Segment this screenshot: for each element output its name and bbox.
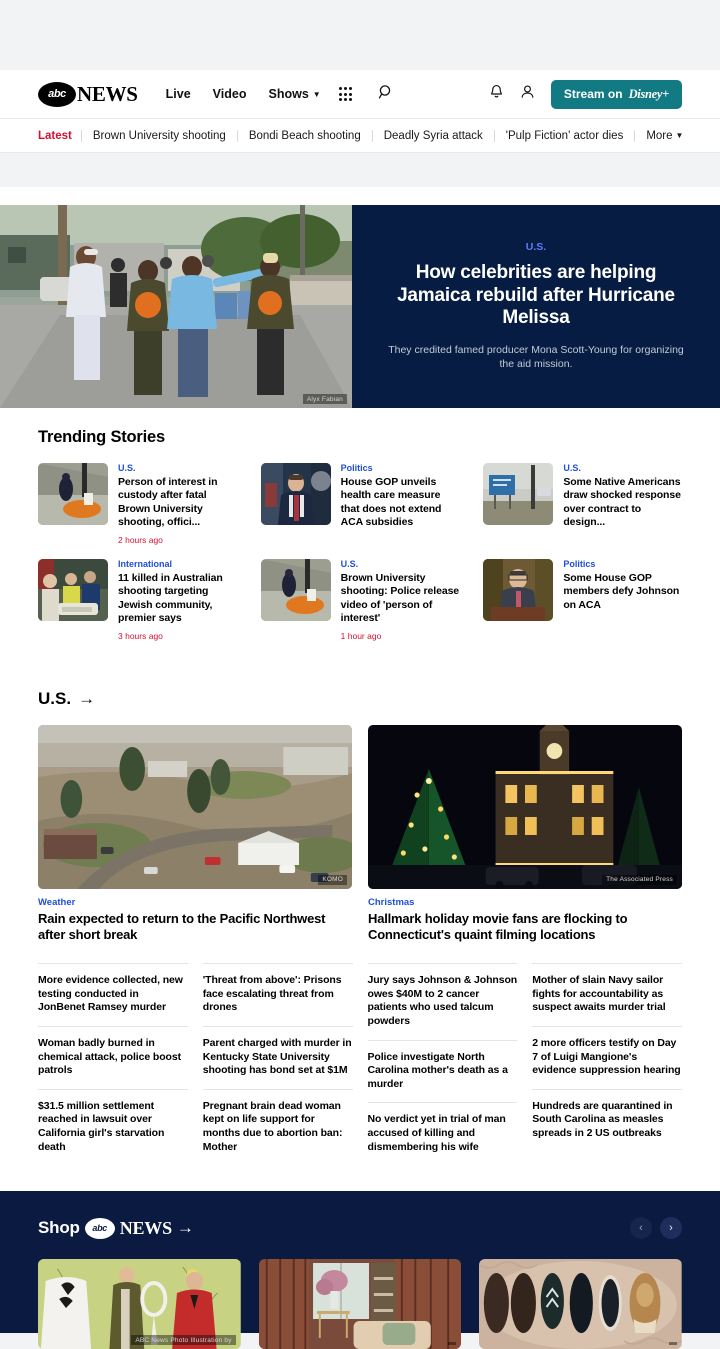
us-feature-image	[368, 725, 682, 889]
nav-label-shows: Shows	[268, 87, 309, 101]
shop-product-row	[38, 1259, 682, 1349]
latest-more-button[interactable]	[634, 130, 683, 142]
trending-thumbnail	[261, 559, 331, 621]
trending-card-body	[341, 463, 460, 545]
trending-card-5[interactable]	[483, 559, 682, 641]
headline-link[interactable]: $31.5 million settlement reached in lawsuit over California girl's starvation death	[38, 1089, 188, 1166]
trending-eyebrow: U.S.	[563, 463, 581, 473]
stream-label: Stream on	[563, 87, 623, 101]
shop-product-card-0[interactable]	[38, 1259, 241, 1349]
trending-card-body	[118, 559, 237, 641]
disney-plus-logo: Disney+	[628, 86, 669, 101]
headline-link[interactable]: 2 more officers testify on Day 7 of Luigi Mangione's evidence suppression hearing	[532, 1026, 682, 1089]
shop-word: Shop	[38, 1218, 80, 1238]
hero-eyebrow[interactable]: U.S.	[525, 241, 547, 254]
nav-label-live: Live	[165, 87, 191, 101]
headline-column-3	[532, 963, 682, 1165]
us-headline-grid	[38, 963, 682, 1165]
trending-thumbnail	[38, 559, 108, 621]
carousel-next-button[interactable]: ›	[660, 1217, 682, 1239]
shop-product-card-2[interactable]	[479, 1259, 682, 1349]
trending-eyebrow: International	[118, 558, 173, 569]
trending-card-body	[118, 463, 237, 545]
chevron-down-icon: ▼	[312, 89, 321, 99]
shop-title-link[interactable]	[38, 1218, 194, 1239]
trending-card-body	[563, 463, 682, 545]
trending-timestamp: 1 hour ago	[340, 630, 382, 641]
abc-logo-icon	[85, 1218, 115, 1239]
nav-item-shows[interactable]	[268, 87, 320, 101]
shop-abc-news-section	[0, 1191, 720, 1344]
nav-item-live[interactable]	[166, 87, 191, 101]
apps-grid-icon[interactable]	[339, 87, 352, 100]
shop-carousel-controls	[630, 1217, 682, 1239]
main-navigation	[166, 87, 321, 101]
arrow-right-icon: →	[176, 1218, 194, 1238]
trending-title[interactable]: Some House GOP members defy Johnson on ACA	[563, 571, 680, 611]
latest-tag: Latest	[38, 129, 72, 142]
trending-title[interactable]: Some Native Americans draw shocked response over contract to design...	[563, 476, 681, 529]
hero-subheadline: They credited famed producer Mona Scott-Young for organizing the aid mission.	[388, 343, 684, 371]
news-wordmark: NEWS	[119, 1217, 172, 1238]
us-feature-eyebrow: Weather	[38, 896, 76, 908]
latest-more-label: More	[646, 129, 673, 142]
hero-image[interactable]	[0, 205, 352, 408]
search-icon[interactable]	[378, 84, 394, 105]
spacer-band	[0, 153, 720, 187]
site-header	[0, 70, 720, 119]
abc-logo-text: abc	[92, 1223, 107, 1234]
us-featured-row	[38, 725, 682, 944]
trending-thumbnail	[38, 463, 108, 525]
trending-card-2[interactable]	[483, 463, 682, 545]
headline-link[interactable]: Parent charged with murder in Kentucky State University shooting has bond set at $1M	[203, 1026, 353, 1089]
trending-card-body	[563, 559, 682, 641]
trending-card-3[interactable]	[38, 559, 237, 641]
us-feature-image-credit: KOMO	[318, 875, 347, 885]
news-wordmark: NEWS	[77, 81, 138, 106]
shop-header	[38, 1217, 682, 1239]
trending-section-title: Trending Stories	[38, 428, 165, 446]
trending-grid	[38, 463, 682, 641]
us-feature-image	[38, 725, 352, 889]
headline-link[interactable]: Police investigate North Carolina mother's death as a murder	[368, 1040, 518, 1103]
trending-title[interactable]: House GOP unveils health care measure that does not extend ACA subsidies	[340, 476, 442, 529]
us-feature-title[interactable]: Hallmark holiday movie fans are flocking to Connecticut's quaint filming locations	[368, 910, 628, 942]
latest-item-3[interactable]: 'Pulp Fiction' actor dies	[494, 130, 635, 142]
us-section	[0, 667, 720, 1192]
chevron-down-icon: ▼	[675, 131, 684, 140]
us-feature-card-0[interactable]	[38, 725, 352, 944]
spacer-strip	[0, 187, 720, 205]
trending-title[interactable]: Brown University shooting: Police release video of 'person of interest'	[340, 571, 460, 625]
us-feature-image-credit: The Associated Press	[602, 875, 677, 885]
trending-thumbnail	[261, 463, 331, 525]
hero-headline[interactable]: How celebrities are helping Jamaica rebuild after Hurricane Melissa	[397, 262, 675, 329]
trending-card-4[interactable]	[261, 559, 460, 641]
carousel-prev-button[interactable]: ‹	[630, 1217, 652, 1239]
trending-timestamp: 2 hours ago	[118, 534, 163, 545]
trending-eyebrow: U.S.	[340, 558, 359, 569]
nav-item-video[interactable]	[213, 87, 247, 101]
trending-thumbnail	[483, 463, 553, 525]
headline-link[interactable]: Woman badly burned in chemical attack, police boost patrols	[38, 1026, 188, 1089]
hero-text-panel	[352, 205, 720, 408]
headline-link[interactable]: Mother of slain Navy sailor fights for accountability as suspect awaits murder trial	[532, 963, 682, 1026]
us-feature-title[interactable]: Rain expected to return to the Pacific Northwest after short break	[38, 910, 326, 942]
headline-link[interactable]: Jury says Johnson & Johnson owes $40M to 2 cancer patients who used talcum powders	[368, 963, 518, 1040]
shop-product-credit: ABC News Photo Illustration by	[131, 1335, 235, 1345]
trending-card-body	[341, 559, 460, 641]
latest-headlines-bar	[0, 119, 720, 153]
shop-product-credit	[669, 1342, 677, 1345]
trending-eyebrow: Politics	[563, 558, 596, 569]
trending-stories-section	[0, 408, 720, 667]
headline-link[interactable]: Pregnant brain dead woman kept on life support for months due to abortion ban: Mother	[203, 1089, 353, 1166]
nav-label-video: Video	[212, 87, 247, 101]
arrow-right-icon: →	[78, 688, 96, 708]
headline-column-2	[368, 963, 518, 1165]
headline-link[interactable]: 'Threat from above': Prisons face escalating threat from drones	[203, 963, 353, 1026]
trending-thumbnail	[483, 559, 553, 621]
trending-card-0[interactable]	[38, 463, 237, 545]
trending-eyebrow: Politics	[340, 463, 373, 473]
abc-logo-icon	[38, 82, 76, 107]
trending-eyebrow: U.S.	[118, 463, 136, 473]
headline-column-1	[203, 963, 353, 1165]
header-right-actions	[489, 80, 682, 109]
headline-link[interactable]: More evidence collected, new testing conducted in JonBenet Ramsey murder	[38, 963, 188, 1026]
latest-item-0[interactable]: Brown University shooting	[81, 130, 237, 142]
headline-link[interactable]: Hundreds are quarantined in South Carolina as measles spreads in 2 US outbreaks	[532, 1089, 682, 1152]
stream-on-disney-button[interactable]	[551, 80, 682, 109]
us-section-title: U.S.	[38, 688, 72, 708]
headline-column-0	[38, 963, 188, 1165]
hero-module	[0, 205, 720, 408]
latest-item-2[interactable]: Deadly Syria attack	[372, 130, 494, 142]
us-section-header[interactable]	[38, 689, 682, 709]
trending-timestamp: 3 hours ago	[118, 630, 163, 641]
browser-chrome-gap	[0, 0, 720, 70]
hero-image-credit: Alyx Fabian	[303, 394, 347, 404]
shop-product-credit	[448, 1342, 456, 1345]
headline-link[interactable]: No verdict yet in trial of man accused of killing and dismembering his wife	[368, 1102, 518, 1165]
latest-item-1[interactable]: Bondi Beach shooting	[237, 130, 372, 142]
notifications-bell-icon[interactable]	[489, 84, 504, 105]
abc-news-logo[interactable]	[38, 82, 138, 107]
abc-logo-text: abc	[48, 88, 66, 100]
trending-card-1[interactable]	[261, 463, 460, 545]
trending-title[interactable]: 11 killed in Australian shooting targeting Jewish community, premier says	[118, 571, 223, 625]
shop-product-card-1[interactable]	[259, 1259, 462, 1349]
us-feature-card-1[interactable]	[368, 725, 682, 944]
trending-title[interactable]: Person of interest in custody after fatal Brown University shooting, offici...	[118, 476, 218, 529]
user-account-icon[interactable]	[520, 84, 535, 105]
us-feature-eyebrow: Christmas	[368, 896, 415, 908]
